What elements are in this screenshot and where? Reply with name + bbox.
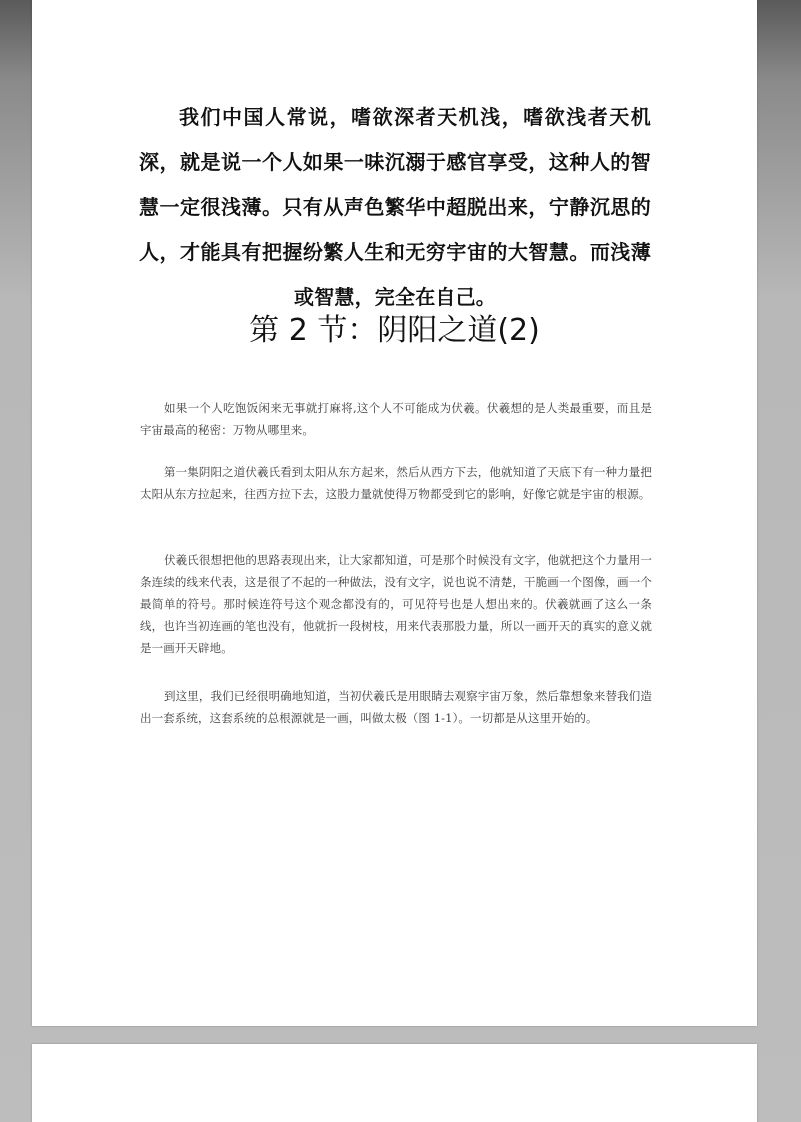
- body-paragraph-3: 伏羲氏很想把他的思路表现出来，让大家都知道，可是那个时候没有文字，他就把这个力量用一条连续的线来代表，这是很了不起的一种做法，没有文字，说也说不清楚，干脆画一个图像，画一个最简单的符号。那时候连符号这个观念都没有的，可见符号也是人想出来的。伏羲就画了这么一条线，也许当初连画的笔也没有，他就折一段树枝，用来代表那股力量，所以一画开天的真实的意义就是一画开天辟地。: [140, 553, 652, 655]
- body-paragraph-4: 到这里，我们已经很明确地知道，当初伏羲氏是用眼睛去观察宇宙万象，然后靠想象来替我们造出一套系统，这套系统的总根源就是一画，叫做太极（图 1-1）。一切都是从这里开始的。: [140, 689, 652, 725]
- body-paragraph-2: 第一集阴阳之道伏羲氏看到太阳从东方起来，然后从西方下去，他就知道了天底下有一种力量把太阳从东方拉起来，往西方拉下去，这股力量就使得万物都受到它的影响，好像它就是宇宙的根源。: [140, 465, 652, 501]
- body-paragraph-1: 如果一个人吃饱饭闲来无事就打麻将,这个人不可能成为伏羲。伏羲想的是人类最重要，而且是宇宙最高的秘密：万物从哪里来。: [140, 401, 652, 437]
- document-page-1: [32, 0, 757, 1026]
- section-title: 第 2 节：阴阳之道(2): [249, 313, 540, 348]
- document-page-2: [32, 1044, 757, 1122]
- intro-paragraph: 我们中国人常说，嗜欲深者天机浅，嗜欲浅者天机深，就是说一个人如果一味沉溺于感官享受，这种人的智慧一定很浅薄。只有从声色繁华中超脱出来，宁静沉思的人，才能具有把握纷繁人生和无穷宇宙的大智慧。而浅薄或智慧，完全在自己。: [139, 105, 651, 309]
